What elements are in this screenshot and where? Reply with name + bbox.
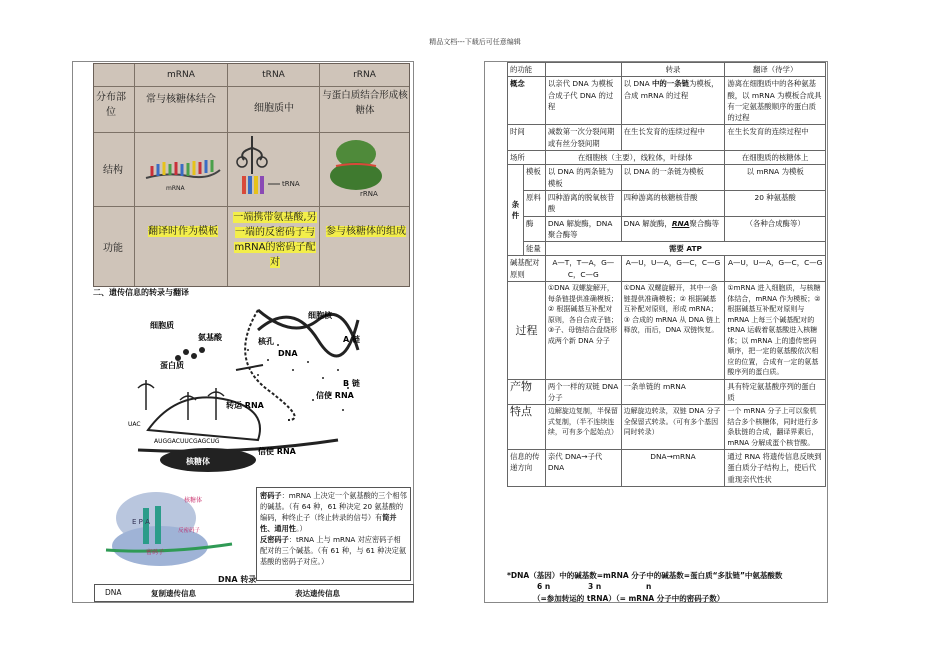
codon-text-2: 。）	[295, 524, 307, 533]
feature-transcription: 边解旋边转录，双链 DNA 分子全保留式转录。（可有多个基因同时转录）	[621, 405, 725, 450]
codon-text-1: ：mRNA 上决定一个氨基酸的三个相邻的碱基。（有 64 种，61 种决定 20 氨基酸的编码，种终止子（终止转录的信号）有	[260, 491, 407, 522]
process-translation: ①mRNA 进入细胞质，与核糖体结合，mRNA 作为模板；② 根据碱基互补配对原则与 mRNA 上每三个碱基配对的 tRNA 运载着氨基酸进入核糖体；以 mRNA 上的遗传密码顺序，把一定的氨基酸依次相应的位置，合成有一定的氨基酸序列的蛋白质。	[725, 282, 826, 380]
head-translation: 翻译（待学）	[725, 63, 826, 77]
concept-translation: 游离在细胞质中的各种氨基酸，以 mRNA 为模板合成具有一定氨基酸顺序的蛋白质的过程	[725, 77, 826, 125]
head-transcription: 转录	[621, 63, 725, 77]
anticodon-term: 反密码子	[260, 535, 289, 544]
label-codon-small: 密码子	[146, 549, 165, 556]
time-label: 时间	[508, 125, 546, 151]
material-transcription: 四种游离的核糖核苷酸	[621, 190, 725, 216]
label-ribosome: 核糖体	[186, 457, 210, 466]
process-transcription: ①DNA 双螺旋解开，其中一条链提供准确模板；② 根据碱基互补配对原则，形成 mRNA；③ 合成的 mRNA 从 DNA 链上释放，而后，DNA 双链恢复。	[621, 282, 725, 380]
time-translation: 在生长发育的连续过程中	[725, 125, 826, 151]
bottom-cell-dna: DNA	[105, 588, 122, 597]
trna-structure-label: tRNA	[282, 180, 300, 188]
label-ribosome-small: 核糖体	[184, 497, 203, 504]
concept-transcription: 以 DNA 中的一条链为模板，合成 mRNA 的过程	[621, 77, 725, 125]
footer-line-1: *DNA（基因）中的碱基数=mRNA 分子中的碱基数=蛋白质“多肽链”中氨基酸数	[507, 571, 783, 580]
feature-replication: 边解旋边复制，半保留式复制，（半不连续连续，可有多个起始点）	[545, 405, 621, 450]
label-anticodon: UAC	[128, 421, 141, 428]
rrna-function: 参与核糖体的组成	[326, 226, 406, 237]
material-translation: 20 种氨基酸	[725, 190, 826, 216]
label-nucleus: 细胞核	[308, 311, 332, 320]
energy-value: 需要 ATP	[545, 242, 825, 256]
footer-3n: 3 n	[588, 582, 602, 591]
label-dna: DNA	[278, 349, 298, 358]
time-replication: 减数第一次分裂间期或有丝分裂间期	[545, 125, 621, 151]
material-label: 原料	[523, 190, 545, 216]
condition-label: 条件	[508, 165, 524, 256]
time-transcription: 在生长发育的连续过程中	[621, 125, 725, 151]
place-label: 场所	[508, 151, 546, 165]
concept-label: 概念	[508, 77, 546, 125]
place-nucleus: 在细胞核（主要），线粒体，叶绿体	[545, 151, 724, 165]
codon-term: 密码子	[260, 491, 282, 500]
label-trna: 转运 RNA	[226, 401, 264, 410]
enzyme-translation: （各种合成酶等）	[725, 216, 826, 242]
ribosome-epa-diagram	[96, 488, 236, 572]
concept-replication: 以亲代 DNA 为模板合成子代 DNA 的过程	[545, 77, 621, 125]
feature-label: 特点	[508, 405, 546, 450]
row-label-function: 功能	[103, 243, 123, 254]
flow-label: 信息的传递方向	[508, 450, 546, 487]
header-mrna: mRNA	[167, 70, 195, 80]
enzyme-replication: DNA 解旋酶，DNA 聚合酶等	[545, 216, 621, 242]
codon-emphasis: 简并性、通用性	[260, 513, 397, 533]
head-blank	[545, 63, 621, 77]
template-replication: 以 DNA 的两条链为模板	[545, 165, 621, 191]
mrna-structure-illustration	[138, 138, 224, 200]
enzyme-transcription: DNA 解旋酶，RNA聚合酶等	[621, 216, 725, 242]
energy-label: 能量	[523, 242, 545, 256]
page-header: 精品文档---下载后可任意编辑	[429, 38, 521, 46]
process-replication: ①DNA 双螺旋解开，每条链提供准确模板；② 根据碱基互补配对原则，各自合成子链；③子、母链结合盘绕形成两个新 DNA 分子	[545, 282, 621, 380]
label-amino-acid: 氨基酸	[198, 333, 222, 342]
trna-distribution: 细胞质中	[254, 103, 294, 114]
label-protein: 蛋白质	[160, 361, 184, 370]
section-title: 二、遗传信息的转录与翻译	[93, 288, 189, 297]
label-nuclear-pore: 核孔	[258, 337, 274, 346]
mrna-distribution: 常与核糖体结合	[146, 94, 216, 105]
product-replication: 两个一样的双链 DNA 分子	[545, 379, 621, 405]
label-cytoplasm: 细胞质	[150, 321, 174, 330]
material-replication: 四种游离的脱氧核苷酸	[545, 190, 621, 216]
label-mrna-upper: 信使 RNA	[316, 391, 354, 400]
label-epa: E P A	[132, 518, 150, 526]
enzyme-label: 酶	[523, 216, 545, 242]
anticodon-text: ：tRNA 上与 mRNA 对应密码子相配对的三个碱基。（有 61 种，与 61 种决定氨基酸的密码子对应。）	[260, 535, 407, 566]
pairing-label: 碱基配对原则	[508, 256, 546, 282]
feature-translation: 一个 mRNA 分子上可以象机结合多个核糖体，同时进行多条肽链的合成，翻译界素后，mRNA 分解成蛋个核苷酸。	[725, 405, 826, 450]
dna-transcription-title: DNA 转录	[218, 575, 257, 584]
pairing-replication: A—T，T—A，G—C，C—G	[545, 256, 621, 282]
label-chain-b: B 链	[343, 379, 360, 388]
label-anticodon-small: 反密码子	[178, 528, 201, 534]
codon-definition-box	[256, 487, 411, 581]
pairing-transcription: A—U，U—A，G—C，C—G	[621, 256, 725, 282]
head-function: 的功能	[508, 63, 546, 77]
trna-function: 一端携带氨基酸,另一端的反密码子与mRNA的密码子配对	[233, 212, 317, 268]
mrna-function: 翻译时作为模板	[148, 226, 218, 237]
trna-structure-illustration	[234, 134, 320, 204]
flow-replication: 亲代 DNA→子代 DNA	[545, 450, 621, 487]
place-ribosome: 在细胞质的核糖体上	[725, 151, 826, 165]
rrna-distribution: 与蛋白质结合形成核糖体	[322, 90, 408, 116]
product-translation: 具有特定氨基酸序列的蛋白质	[725, 379, 826, 405]
header-trna: tRNA	[262, 70, 285, 80]
label-mrna-lower: 信使 RNA	[258, 447, 296, 456]
mrna-structure-label: mRNA	[166, 185, 185, 192]
transcription-translation-diagram	[118, 300, 368, 490]
template-transcription: 以 DNA 的一条链为模板	[621, 165, 725, 191]
template-translation: 以 mRNA 为模板	[725, 165, 826, 191]
product-transcription: 一条单链的 mRNA	[621, 379, 725, 405]
flow-transcription: DNA→mRNA	[621, 450, 725, 487]
rrna-structure-illustration	[326, 136, 408, 202]
row-label-structure: 结构	[103, 165, 123, 176]
row-label-distribution: 分布部位	[96, 92, 126, 118]
dna-function-table	[94, 584, 414, 602]
pairing-translation: A—U，U—A，G—C，C—G	[725, 256, 826, 282]
label-chain-a: A 链	[343, 335, 360, 344]
label-sequence: AUGGACUUCGAGCUG	[154, 438, 220, 445]
footer-n: n	[646, 582, 652, 591]
footer-6n: 6 n	[537, 582, 551, 591]
process-label: 过程	[508, 282, 546, 380]
bottom-cell-replicate: 复制遗传信息	[151, 589, 196, 598]
flow-translation: 通过 RNA 将遗传信息反映到蛋白质分子结构上，使后代重现亲代性状	[725, 450, 826, 487]
footer-line-3: （=参加转运的 tRNA）（= mRNA 分子中的密码子数）	[533, 594, 725, 603]
product-label: 产物	[508, 379, 546, 405]
header-rrna: rRNA	[353, 70, 376, 80]
bottom-cell-express: 表达遗传信息	[295, 589, 340, 598]
rna-types-photo-table	[93, 63, 410, 287]
replication-transcription-translation-table	[507, 62, 826, 487]
template-label: 模板	[523, 165, 545, 191]
rrna-structure-label: rRNA	[360, 190, 378, 198]
